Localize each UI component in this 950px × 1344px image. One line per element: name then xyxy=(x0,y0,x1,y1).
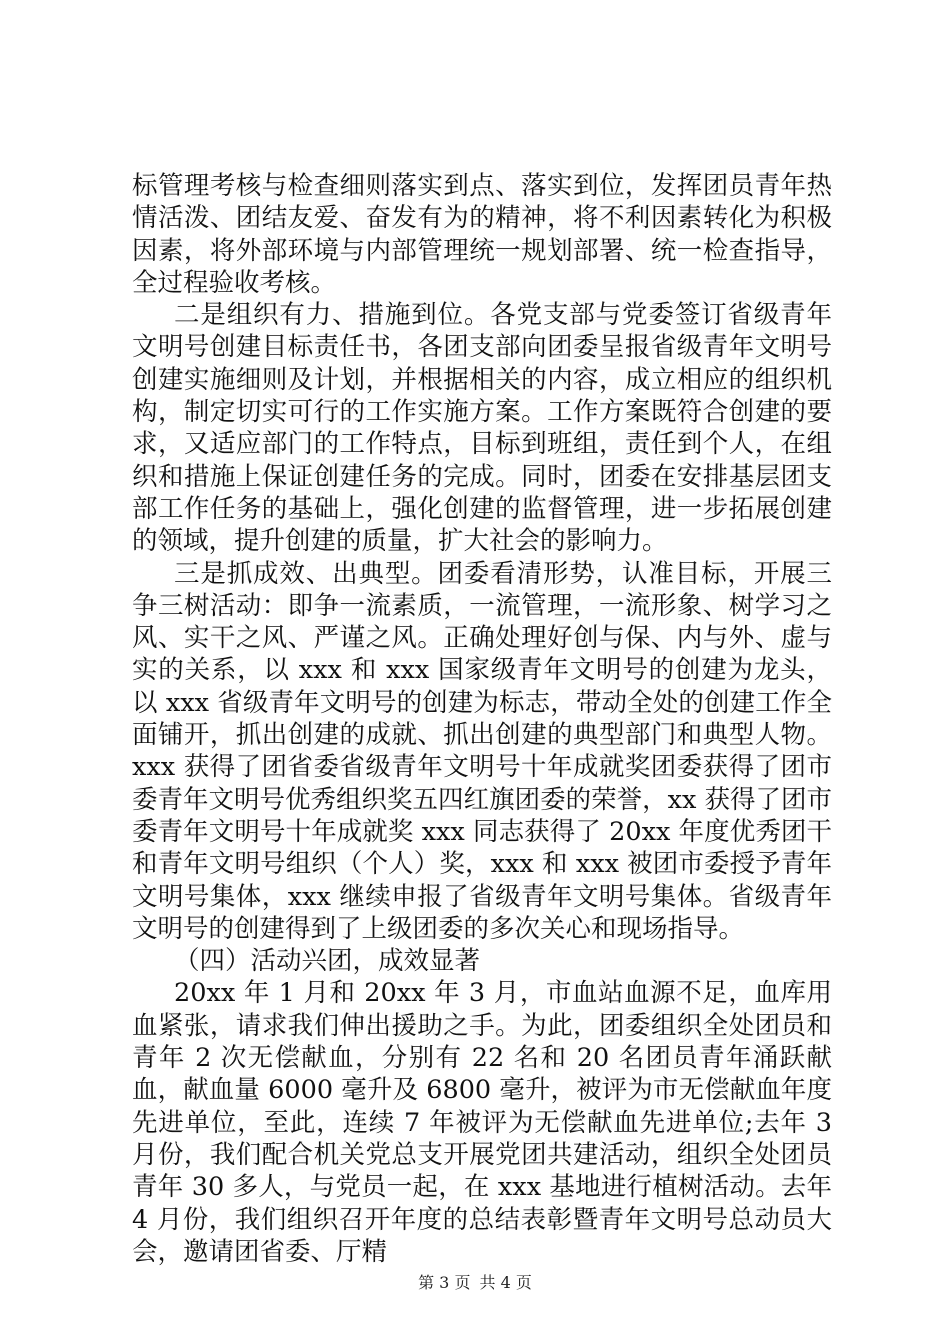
paragraph-1: 标管理考核与检查细则落实到点、落实到位，发挥团员青年热情活泼、团结友爱、奋发有为的精神，将不利因素转化为积极因素，将外部环境与内部管理统一规划部署、统一检查指导，全过程验收考核。 xyxy=(132,171,832,298)
document-body xyxy=(132,170,832,1268)
paragraph-4: 20xx 年 1 月和 20xx 年 3 月，市血站血源不足，血库用血紧张，请求我们伸出援助之手。为此，团委组织全处团员和青年 2 次无偿献血，分别有 22 名和 20 名团员青年涌跃献血，献血量 6000 毫升及 6800 毫升，被评为市无偿献血年度先进单位，至此，连续 7 年被评为无偿献血先进单位;去年 3 月份，我们配合机关党总支开展党团共建活动，组织全处团员青年 30 多人，与党员一起，在 xxx 基地进行植树活动。去年 4 月份，我们组织召开年度的总结表彰暨青年文明号总动员大会，邀请团省委、厅精 xyxy=(132,978,832,1267)
page-footer xyxy=(0,1270,950,1293)
page-total: 共 4 页 xyxy=(479,1273,532,1292)
paragraph-3: 三是抓成效、出典型。团委看清形势，认准目标，开展三争三树活动：即争一流素质，一流管理，一流形象、树学习之风、实干之风、严谨之风。正确处理好创与保、内与外、虚与实的关系，以 xxx 和 xxx 国家级青年文明号的创建为龙头，以 xxx 省级青年文明号的创建为标志，带动全处的创建工作全面铺开，抓出创建的成就、抓出创建的典型部门和典型人物。xxx 获得了团省委省级青年文明号十年成就奖团委获得了团市委青年文明号优秀组织奖五四红旗团委的荣誉，xx 获得了团市委青年文明号十年成就奖 xxx 同志获得了 20xx 年度优秀团干和青年文明号组织（个人）奖，xxx 和 xxx 被团市委授予青年文明号集体，xxx 继续申报了省级青年文明号集体。省级青年文明号的创建得到了上级团委的多次关心和现场指导。 xyxy=(132,558,832,944)
page-number: 第 3 页 xyxy=(418,1273,471,1292)
section-heading: （四）活动兴团，成效显著 xyxy=(174,946,481,977)
paragraph-2: 二是组织有力、措施到位。各党支部与党委签订省级青年文明号创建目标责任书，各团支部向团委呈报省级青年文明号创建实施细则及计划，并根据相关的内容，成立相应的组织机构，制定切实可行的工作实施方案。工作方案既符合创建的要求，又适应部门的工作特点，目标到班组，责任到个人，在组织和措施上保证创建任务的完成。同时，团委在安排基层团支部工作任务的基础上，强化创建的监督管理，进一步拓展创建的领域，提升创建的质量，扩大社会的影响力。 xyxy=(132,300,832,557)
